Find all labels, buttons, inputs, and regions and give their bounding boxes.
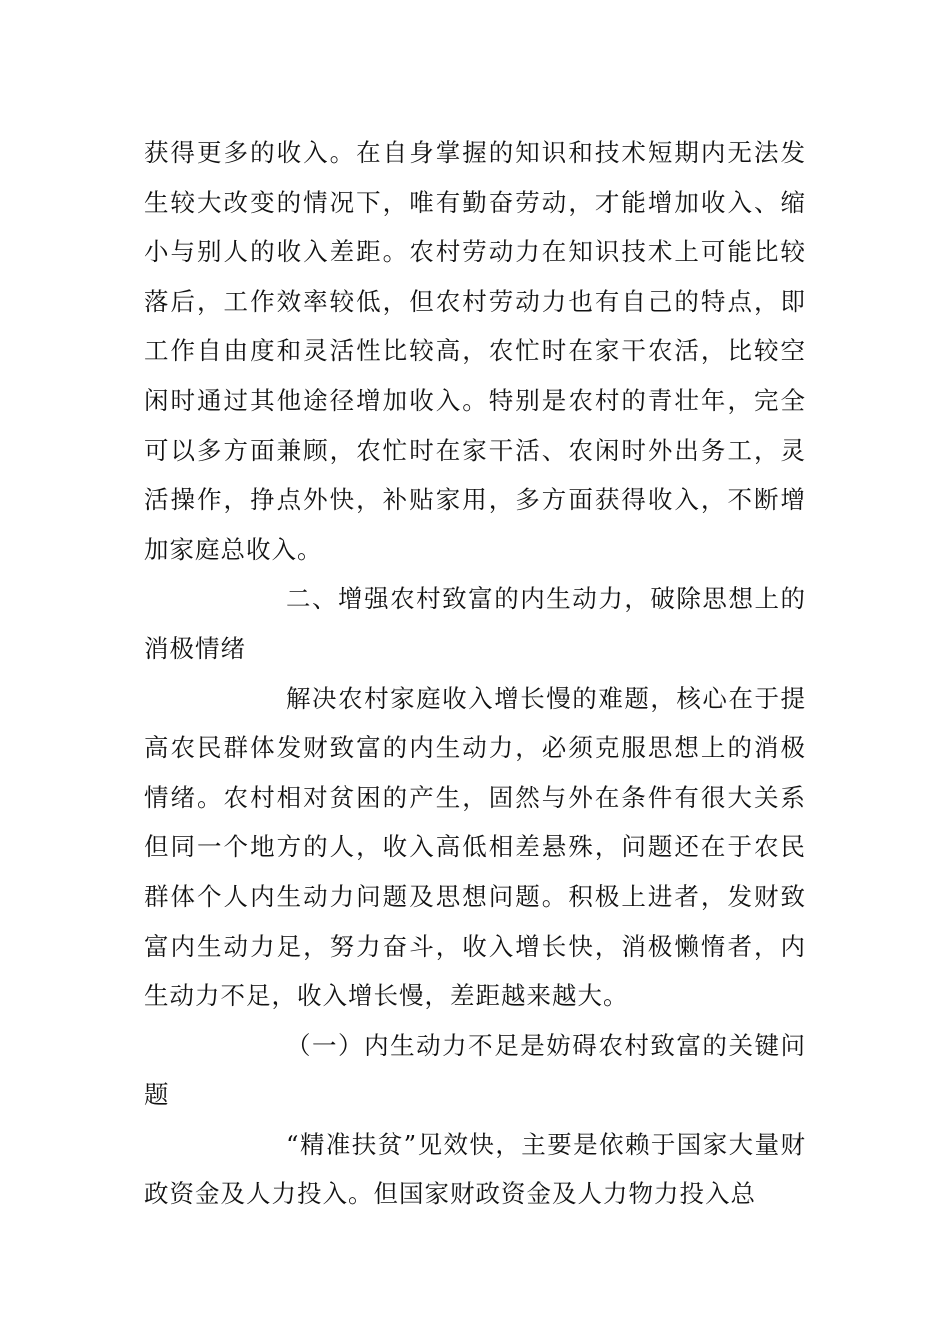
body-paragraph: 获得更多的收入。在自身掌握的知识和技术短期内无法发生较大改变的情况下，唯有勤奋劳动，才能增加收入、缩小与别人的收入差距。农村劳动力在知识技术上可能比较落后，工作效率较低，但农村劳动力也有自己的特点，即工作自由度和灵活性比较高，农忙时在家干农活，比较空闲时通过其他途径增加收入。特别是农村的青壮年，完全可以多方面兼顾，农忙时在家干活、农闲时外出务工，灵活操作，挣点外快，补贴家用，多方面获得收入，不断增加家庭总收入。: [144, 138, 806, 564]
section-heading: 二、增强农村致富的内生动力，破除思想上的消极情绪: [144, 584, 806, 663]
body-paragraph: “精准扶贫”见效快，主要是依赖于国家大量财政资金及人力投入。但国家财政资金及人力物力投入总: [144, 1129, 806, 1209]
document-body: [144, 128, 806, 1219]
subsection-heading: （一）内生动力不足是妨碍农村致富的关键问题: [144, 1030, 806, 1110]
body-paragraph: 解决农村家庭收入增长慢的难题，核心在于提高农民群体发财致富的内生动力，必须克服思想上的消极情绪。农村相对贫困的产生，固然与外在条件有很大关系但同一个地方的人，收入高低相差悬殊，问题还在于农民群体个人内生动力问题及思想问题。积极上进者，发财致富内生动力足，努力奋斗，收入增长快，消极懒惰者，内生动力不足，收入增长慢，差距越来越大。: [144, 683, 806, 1011]
